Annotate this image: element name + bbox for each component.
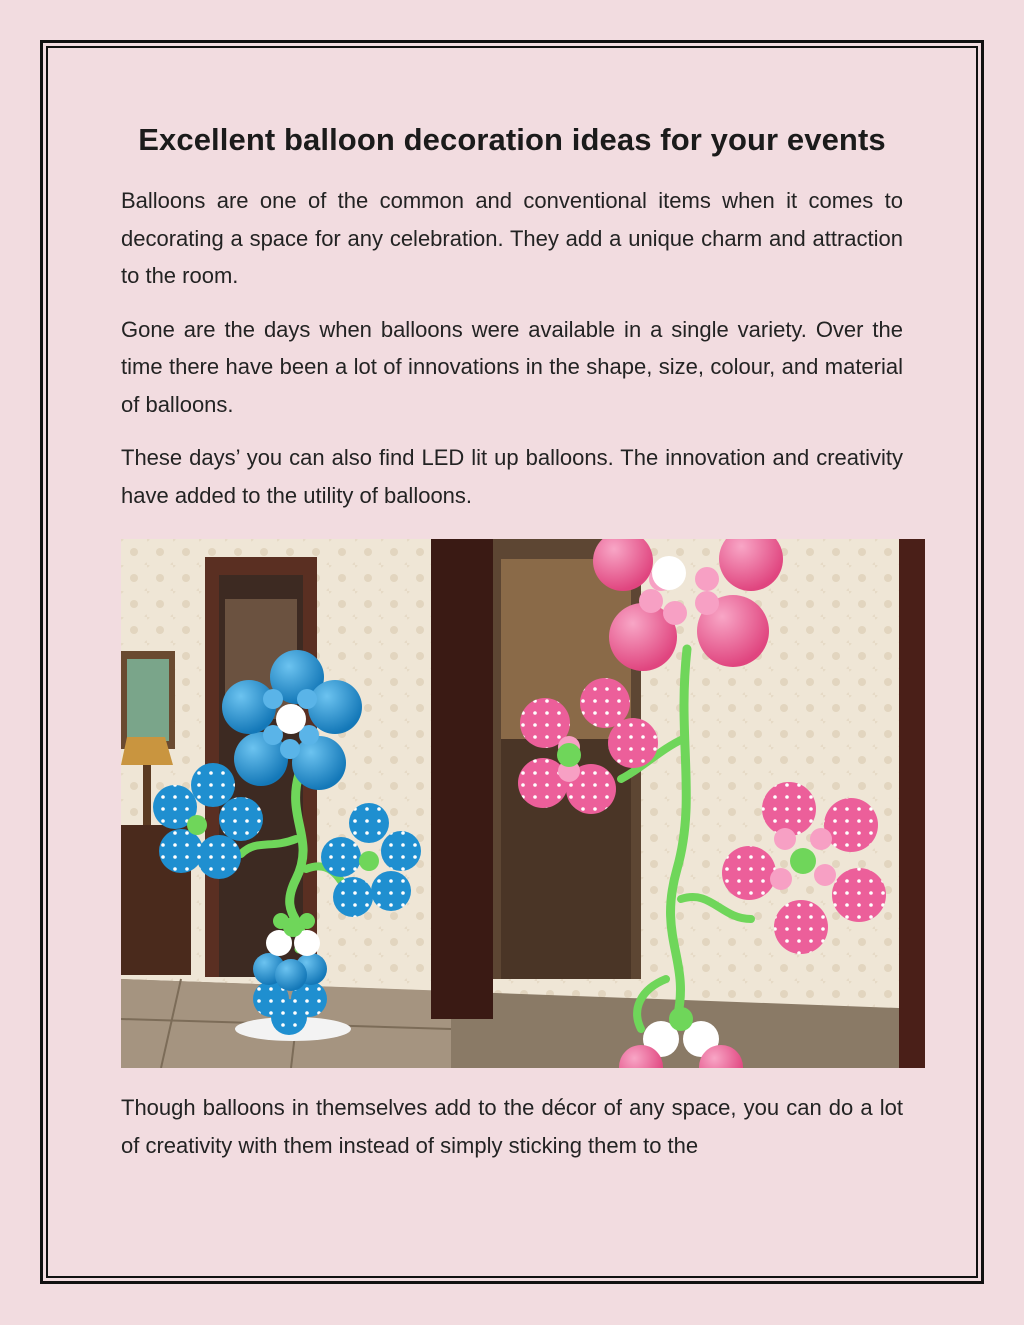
article-body-continued (121, 1089, 903, 1180)
article-body (121, 120, 903, 530)
paragraph-4: Though balloons in themselves add to the décor of any space, you can do a lot of creativity with them instead of simply sticking them to the (121, 1095, 903, 1158)
paragraph-3: These days’ you can also find LED lit up balloons. The innovation and creativity have added to the utility of balloons. (121, 445, 903, 508)
article-title: Excellent balloon decoration ideas for your events (138, 122, 886, 157)
paragraph-1: Balloons are one of the common and conventional items when it comes to decorating a space for any celebration. They add a unique charm and attraction to the room. (121, 188, 903, 289)
balloon-flowers-photo (121, 539, 925, 1068)
paragraph-2: Gone are the days when balloons were available in a single variety. Over the time there have been a lot of innovations in the shape, size, colour, and material of balloons. (121, 316, 903, 417)
